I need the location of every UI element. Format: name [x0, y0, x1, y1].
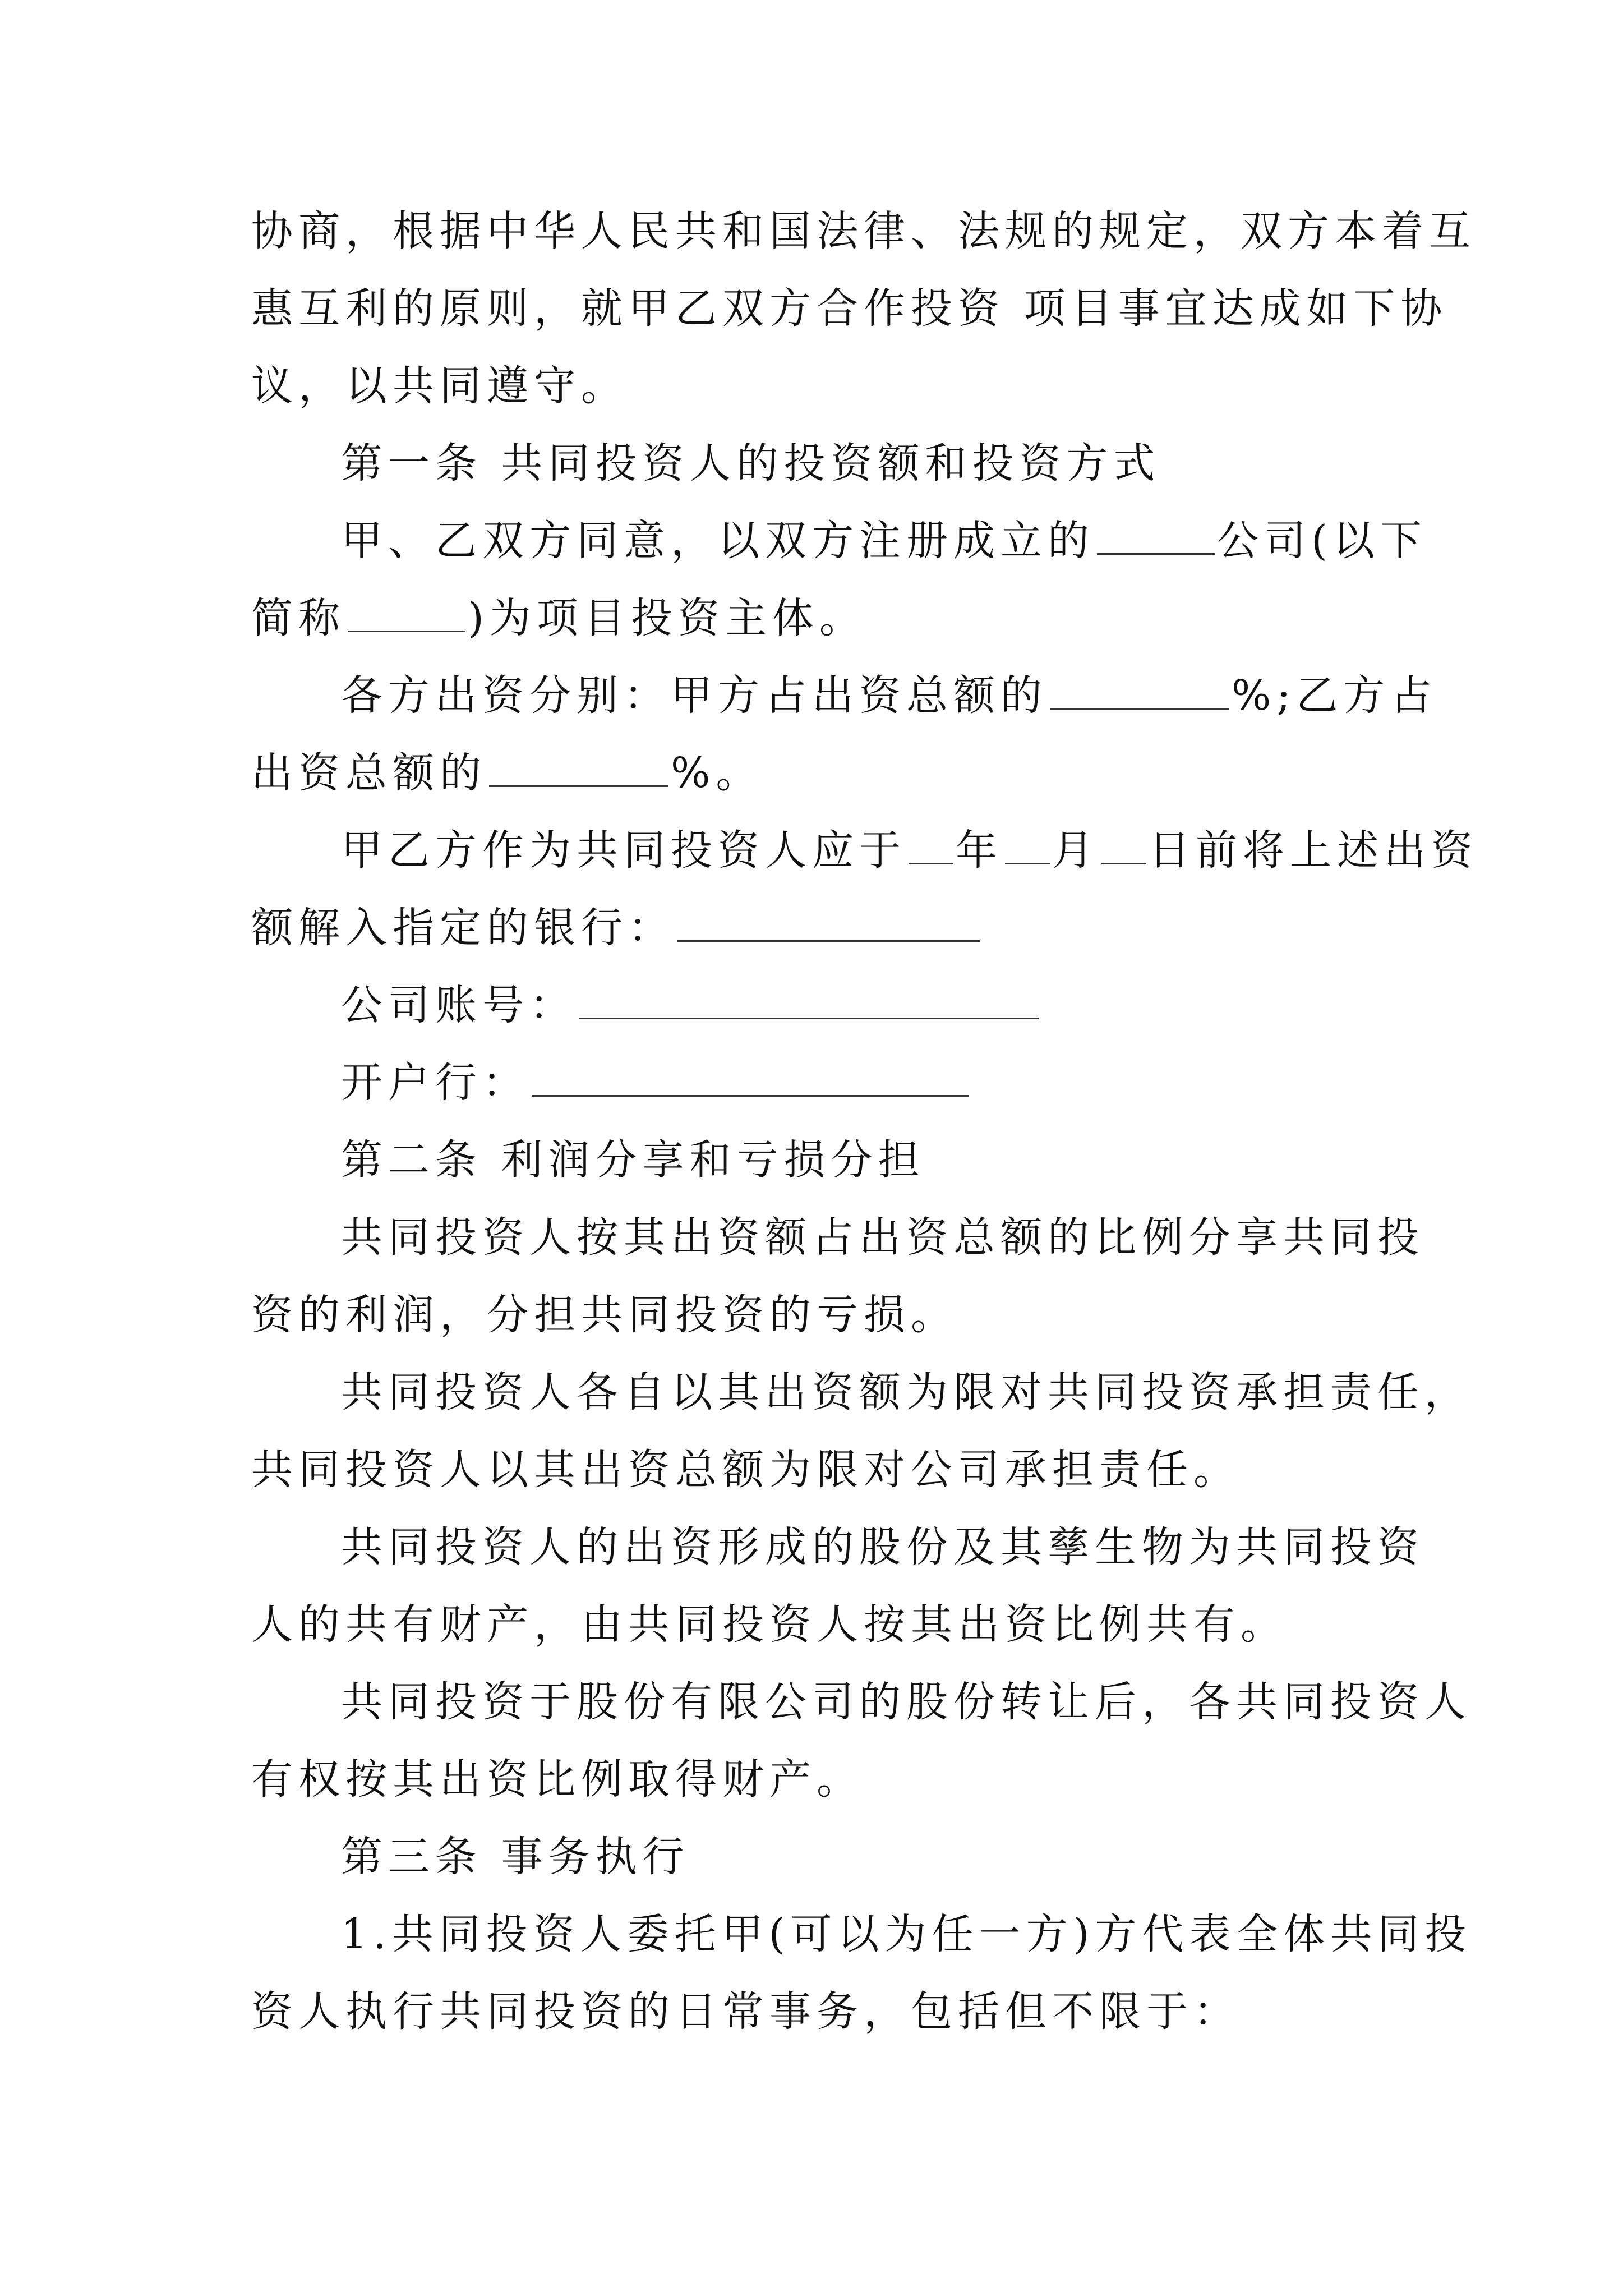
text-segment: 额解入指定的银行：	[251, 904, 675, 952]
paragraph-line: 共同投资人以其出资总额为限对公司承担责任。	[251, 1446, 1241, 1494]
text-segment: 公司(以下	[1217, 517, 1427, 565]
paragraph-line	[341, 972, 1041, 1039]
paragraph-line: 共同投资于股份有限公司的股份转让后，各共同投资人	[341, 1678, 1472, 1726]
short-name-blank[interactable]	[348, 591, 465, 632]
text-segment: 各方出资分别：甲方占出资总额的	[341, 671, 1048, 720]
paragraph-line: 共同投资人的出资形成的股份及其孳生物为共同投资	[341, 1523, 1424, 1571]
text-segment: %。	[671, 749, 763, 797]
party-b-percent-blank[interactable]	[489, 746, 668, 787]
text-segment: 公司账号：	[341, 981, 577, 1029]
paragraph-line	[251, 894, 983, 961]
paragraph-line: 惠互利的原则，就甲乙双方合作投资 项目事宜达成如下协	[251, 284, 1448, 333]
paragraph-line: 有权按其出资比例取得财产。	[251, 1755, 864, 1803]
article-1-heading: 第一条 共同投资人的投资额和投资方式	[341, 439, 1161, 487]
text-segment: 出资总额的	[251, 749, 487, 797]
paragraph-line	[341, 507, 1427, 574]
paragraph-line	[251, 585, 866, 652]
paragraph-line: 人的共有财产，由共同投资人按其出资比例共有。	[251, 1600, 1288, 1649]
text-segment: %;乙方占	[1232, 671, 1438, 720]
paragraph-line: 资的利润，分担共同投资的亏损。	[251, 1291, 958, 1339]
text-segment: 甲、乙双方同意，以双方注册成立的	[341, 517, 1095, 565]
account-number-blank[interactable]	[579, 978, 1039, 1019]
article-2-heading: 第二条 利润分享和亏损分担	[341, 1136, 925, 1184]
text-segment: 月	[1052, 826, 1099, 875]
paragraph-line: 协商，根据中华人民共和国法律、法规的规定，双方本着互	[251, 207, 1476, 255]
party-a-percent-blank[interactable]	[1050, 669, 1229, 710]
text-segment: 年	[956, 826, 1003, 875]
paragraph-line: 议，以共同遵守。	[251, 362, 628, 410]
article-3-heading: 第三条 事务执行	[341, 1833, 690, 1881]
company-name-blank[interactable]	[1097, 514, 1215, 555]
day-blank[interactable]	[1101, 823, 1146, 864]
text-segment: 日前将上述出资	[1149, 826, 1478, 875]
paragraph-line	[251, 739, 763, 807]
paragraph-line: 共同投资人按其出资额占出资总额的比例分享共同投	[341, 1213, 1424, 1262]
paragraph-line	[341, 662, 1437, 729]
text-segment: 甲乙方作为共同投资人应于	[341, 826, 906, 875]
paragraph-line: 1.共同投资人委托甲(可以为任一方)方代表全体共同投	[341, 1910, 1472, 1958]
text-segment: 简称	[251, 594, 345, 642]
bank-blank[interactable]	[677, 901, 980, 942]
text-segment: )为项目投资主体。	[468, 594, 866, 642]
year-blank[interactable]	[909, 823, 953, 864]
text-segment: 开户行：	[341, 1059, 529, 1107]
paragraph-line	[341, 1049, 971, 1116]
opening-bank-blank[interactable]	[532, 1056, 969, 1097]
paragraph-line	[341, 817, 1478, 884]
month-blank[interactable]	[1005, 823, 1050, 864]
paragraph-line: 资人执行共同投资的日常事务，包括但不限于：	[251, 1987, 1241, 2036]
paragraph-line: 共同投资人各自以其出资额为限对共同投资承担责任，	[341, 1368, 1472, 1416]
